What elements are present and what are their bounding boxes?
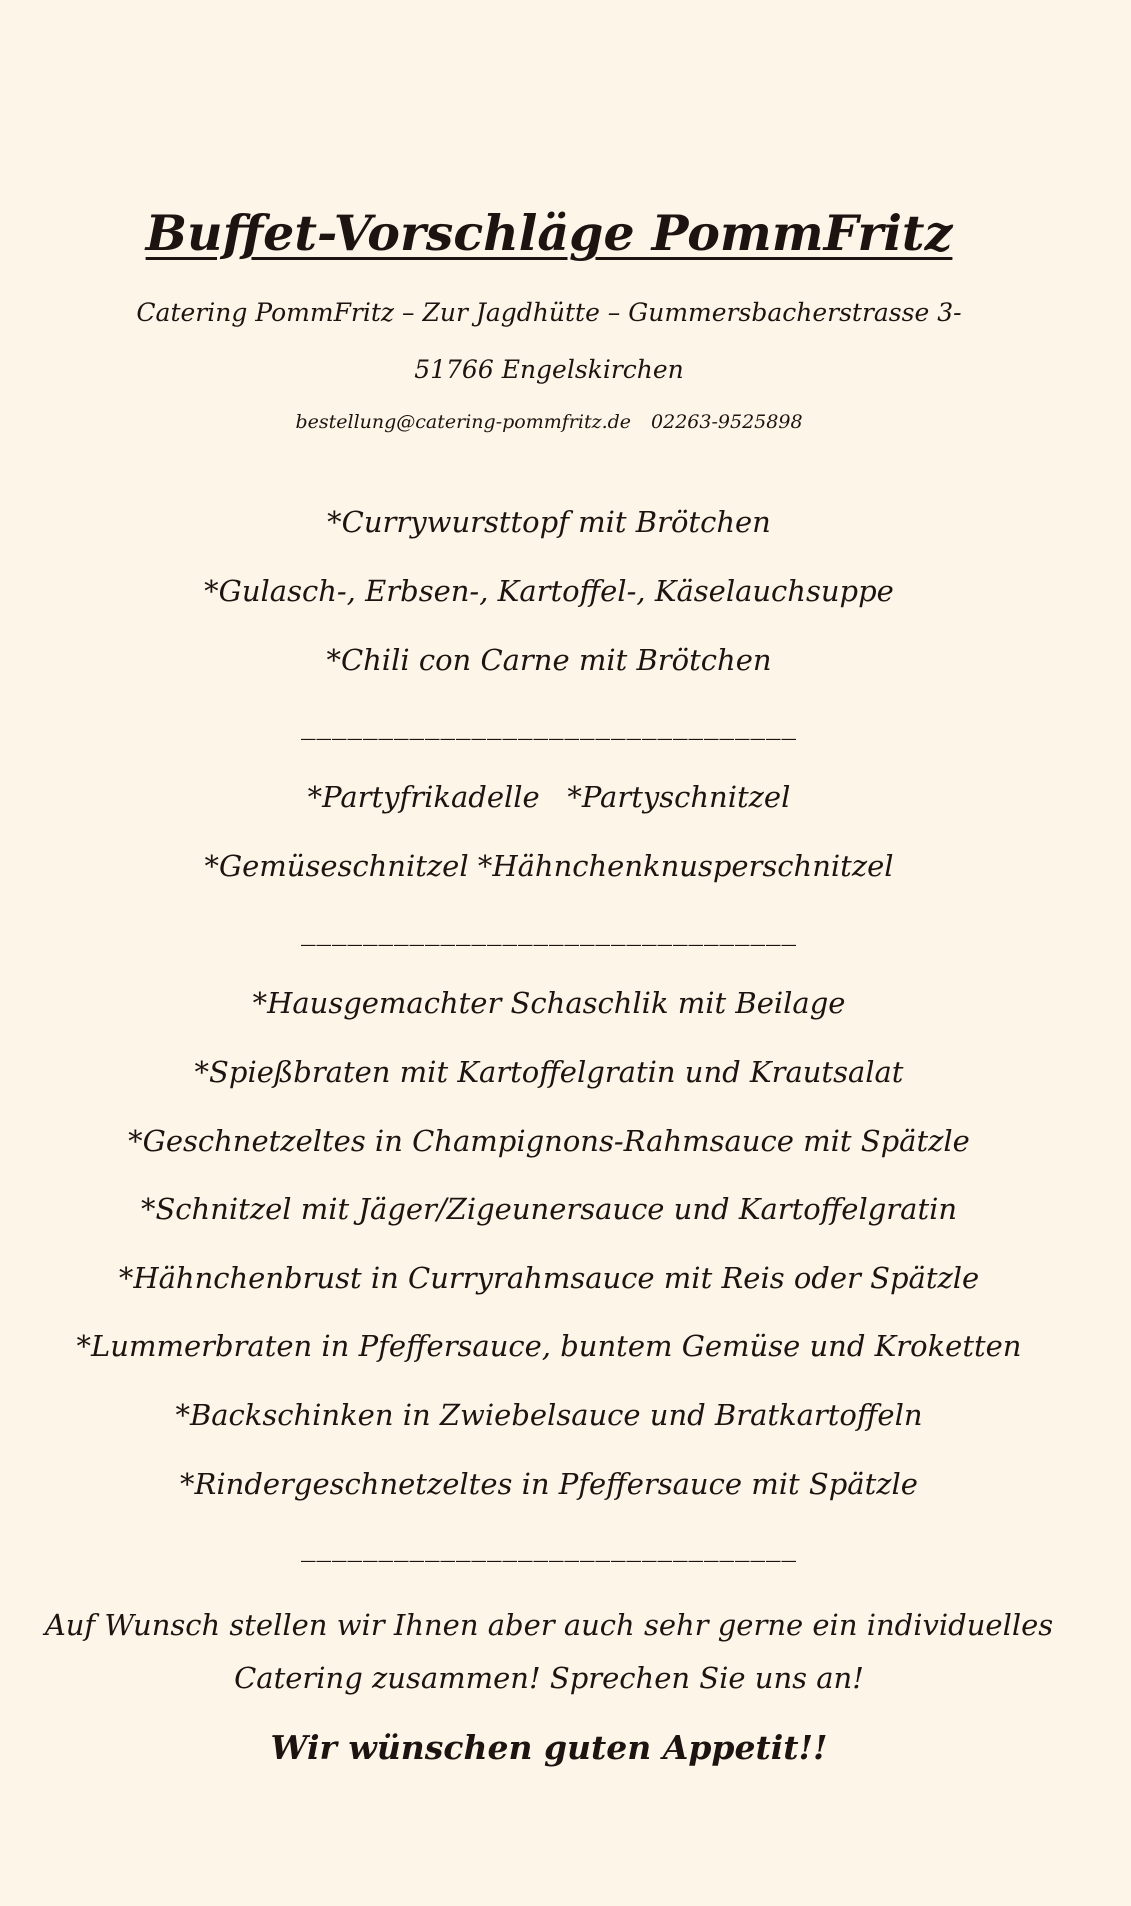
menu-item: *Currywursttopf mit Brötchen: [327, 505, 771, 539]
section-divider: ________________________________: [301, 912, 797, 946]
menu-item: *Rindergeschnetzeltes in Pfeffersauce mit Spätzle: [180, 1467, 918, 1501]
contact-line: [0, 411, 1098, 433]
menu-item: *Hähnchenbrust in Curryrahmsauce mit Reis oder Spätzle: [118, 1261, 980, 1295]
section-divider: ________________________________: [301, 1528, 797, 1562]
address-line-1: Catering PommFritz – Zur Jagdhütte – Gummersbacherstrasse 3-: [136, 298, 962, 327]
note-line-2: Catering zusammen! Sprechen Sie uns an!: [234, 1661, 864, 1695]
menu-item: *Lummerbraten in Pfeffersauce, buntem Gemüse und Kroketten: [76, 1329, 1022, 1363]
address-line-2: 51766 Engelskirchen: [414, 355, 684, 384]
menu-item: *Gemüseschnitzel *Hähnchenknusperschnitzel: [204, 849, 894, 883]
menu-item: *Backschinken in Zwiebelsauce und Bratkartoffeln: [175, 1398, 923, 1432]
closing-text: Wir wünschen guten Appetit!!: [270, 1728, 828, 1767]
phone-number[interactable]: 02263-9525898: [651, 411, 803, 433]
menu-item: *Chili con Carne mit Brötchen: [326, 643, 772, 677]
menu-item: *Schnitzel mit Jäger/Zigeunersauce und Kartoffelgratin: [140, 1192, 958, 1226]
menu-item: *Partyfrikadelle *Partyschnitzel: [307, 780, 791, 814]
section-divider: ________________________________: [301, 706, 797, 740]
note-line-1: Auf Wunsch stellen wir Ihnen aber auch sehr gerne ein individuelles: [44, 1608, 1054, 1642]
email-link[interactable]: bestellung@catering-pommfritz.de: [295, 411, 632, 433]
menu-item: *Geschnetzeltes in Champignons-Rahmsauce mit Spätzle: [128, 1124, 970, 1158]
menu-item: *Spießbraten mit Kartoffelgratin und Krautsalat: [194, 1055, 904, 1089]
menu-item: *Gulasch-, Erbsen-, Kartoffel-, Käselauchsuppe: [204, 574, 894, 608]
page-title: Buffet-Vorschläge PommFritz: [145, 204, 953, 262]
menu-item: *Hausgemachter Schaschlik mit Beilage: [252, 986, 846, 1020]
